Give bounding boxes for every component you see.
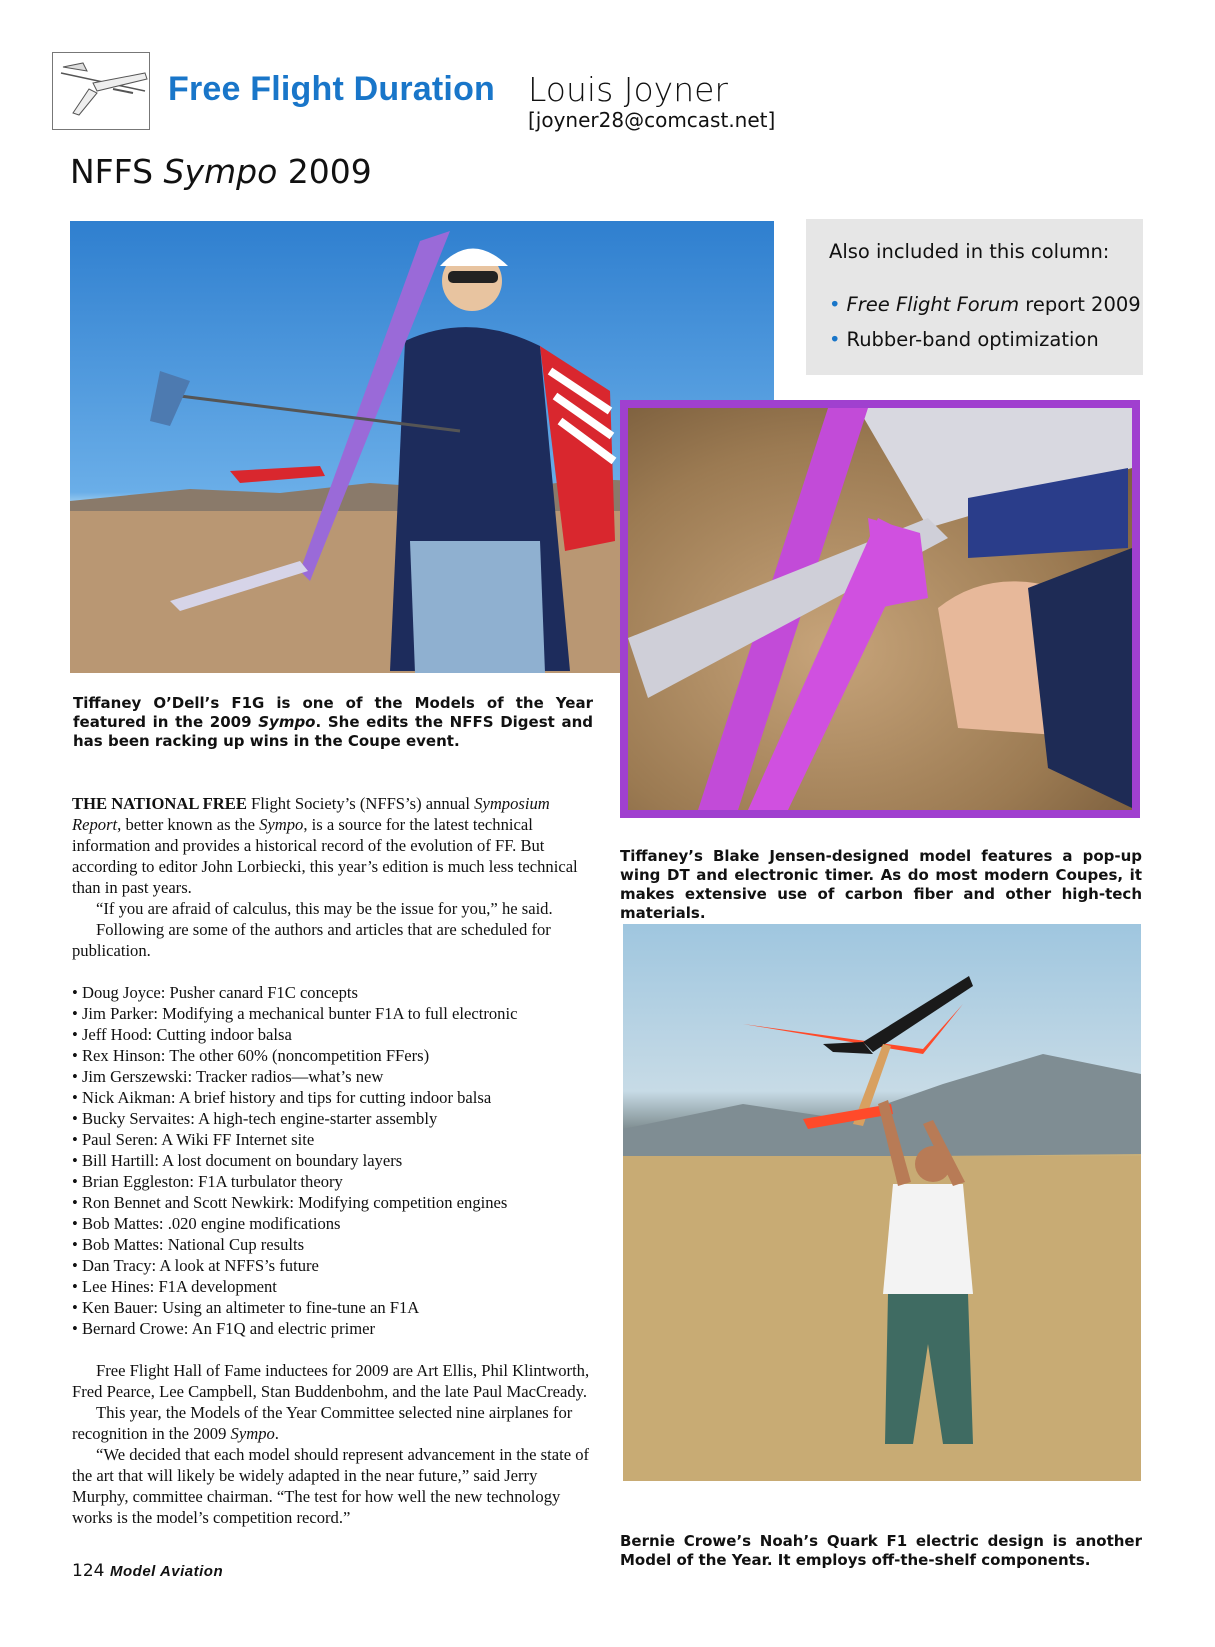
list-item: • Paul Seren: A Wiki FF Internet site: [72, 1130, 315, 1149]
column-title: Free Flight Duration: [168, 70, 495, 108]
list-item: • Dan Tracy: A look at NFFS’s future: [72, 1256, 319, 1275]
caption-text: Bernie Crowe’s Noah’s Quark F1 electric design is another Model of the Year. It employs off-the-shelf components.: [620, 1532, 1142, 1569]
also-included-item: • Free Flight Forum report 2009: [829, 293, 1141, 316]
caption-text: . She edits the NFFS Digest and has been racking up wins in the Coupe event.: [73, 713, 593, 750]
list-item: • Bernard Crowe: An F1Q and electric primer: [72, 1319, 376, 1338]
list-item: • Jim Gerszewski: Tracker radios—what’s new: [72, 1067, 384, 1086]
list-item: • Bob Mattes: .020 engine modifications: [72, 1214, 341, 1233]
list-item: • Jeff Hood: Cutting indoor balsa: [72, 1025, 292, 1044]
list-item: • Doug Joyce: Pusher canard F1C concepts: [72, 983, 358, 1002]
list-item: • Brian Eggleston: F1A turbulator theory: [72, 1172, 343, 1191]
lead-in: THE NATIONAL FREE: [72, 794, 247, 813]
list-item: • Rex Hinson: The other 60% (noncompetition FFers): [72, 1046, 430, 1065]
photo3-caption: [620, 1532, 1142, 1570]
list-item: • Jim Parker: Modifying a mechanical bunter F1A to full electronic: [72, 1004, 518, 1023]
author-name: Louis Joyner: [528, 70, 728, 109]
list-item: • Bob Mattes: National Cup results: [72, 1235, 305, 1254]
author-email: [joyner28@comcast.net]: [528, 108, 776, 132]
caption-text: Tiffaney’s Blake Jensen-designed model features a pop-up wing DT and electronic timer. As do most modern Coupes, it makes extensive use of carbon fiber and other high-tech materials.: [620, 847, 1142, 922]
item-text: report 2009: [1019, 293, 1141, 316]
article-body: [72, 793, 592, 1528]
paragraph: “If you are afraid of calculus, this may be the issue for you,” he said.: [96, 899, 553, 918]
list-item: • Nick Aikman: A brief history and tips for cutting indoor balsa: [72, 1088, 492, 1107]
caption-italic: Sympo: [258, 713, 316, 731]
glider-logo-icon: [53, 53, 149, 129]
list-item: • Ken Bauer: Using an altimeter to fine-tune an F1A: [72, 1298, 420, 1317]
paragraph: [72, 793, 592, 898]
photo-bernie-crowe: [623, 924, 1141, 1481]
page-number: 124: [72, 1561, 105, 1581]
paragraph: [72, 1402, 592, 1444]
also-included-item: • Rubber-band optimization: [829, 328, 1099, 351]
paragraph: Following are some of the authors and articles that are scheduled for publication.: [72, 920, 551, 960]
text: This year, the Models of the Year Committee selected nine airplanes for recognition in the 2009: [72, 1403, 573, 1443]
headline-italic: Sympo: [163, 152, 278, 191]
photo1-caption: [73, 694, 593, 751]
list-item: • Ron Bennet and Scott Newkirk: Modifying competition engines: [72, 1193, 508, 1212]
headline-suffix: 2009: [277, 152, 372, 191]
photo2-caption: [620, 847, 1142, 923]
paragraph: Free Flight Hall of Fame inductees for 2009 are Art Ellis, Phil Klintworth, Fred Pearce, Lee Campbell, Stan Buddenbohm, and the late Paul MacCready.: [72, 1361, 590, 1401]
headline-prefix: NFFS: [70, 152, 164, 191]
photo-coupe-closeup: [628, 408, 1132, 810]
italic-text: Sympo: [259, 815, 304, 834]
magazine-name: Model Aviation: [110, 1563, 224, 1580]
list-item: • Lee Hines: F1A development: [72, 1277, 277, 1296]
list-item: • Bucky Servaites: A high-tech engine-starter assembly: [72, 1109, 438, 1128]
italic-text: Symposium Report: [72, 794, 550, 834]
list-item: • Bill Hartill: A lost document on boundary layers: [72, 1151, 403, 1170]
text: Flight Society’s (NFFS’s) annual: [246, 794, 475, 813]
italic-text: Sympo: [230, 1424, 275, 1443]
caption-text: Tiffaney O’Dell’s F1G is one of the Models of the Year featured in the 2009: [73, 694, 593, 731]
item-italic: Free Flight Forum: [846, 293, 1020, 316]
paragraph: “We decided that each model should represent advancement in the state of the art that will likely be widely adapted in the near future,” said Jerry Murphy, committee chairman. “The test for how well the new technology works is the model’s competition record.”: [72, 1445, 590, 1527]
text: .: [274, 1424, 279, 1443]
article-list: [72, 982, 592, 1339]
text: , better known as the: [117, 815, 260, 834]
column-logo: [52, 52, 150, 130]
article-headline: [70, 152, 372, 191]
also-included-title: Also included in this column:: [829, 240, 1110, 263]
text: , is a source for the latest technical information and provides a historical record of the evolution of FF. But according to editor John Lorbiecki, this year’s edition is much less technical than in past years.: [72, 815, 578, 897]
item-text: Rubber-band optimization: [846, 328, 1099, 351]
